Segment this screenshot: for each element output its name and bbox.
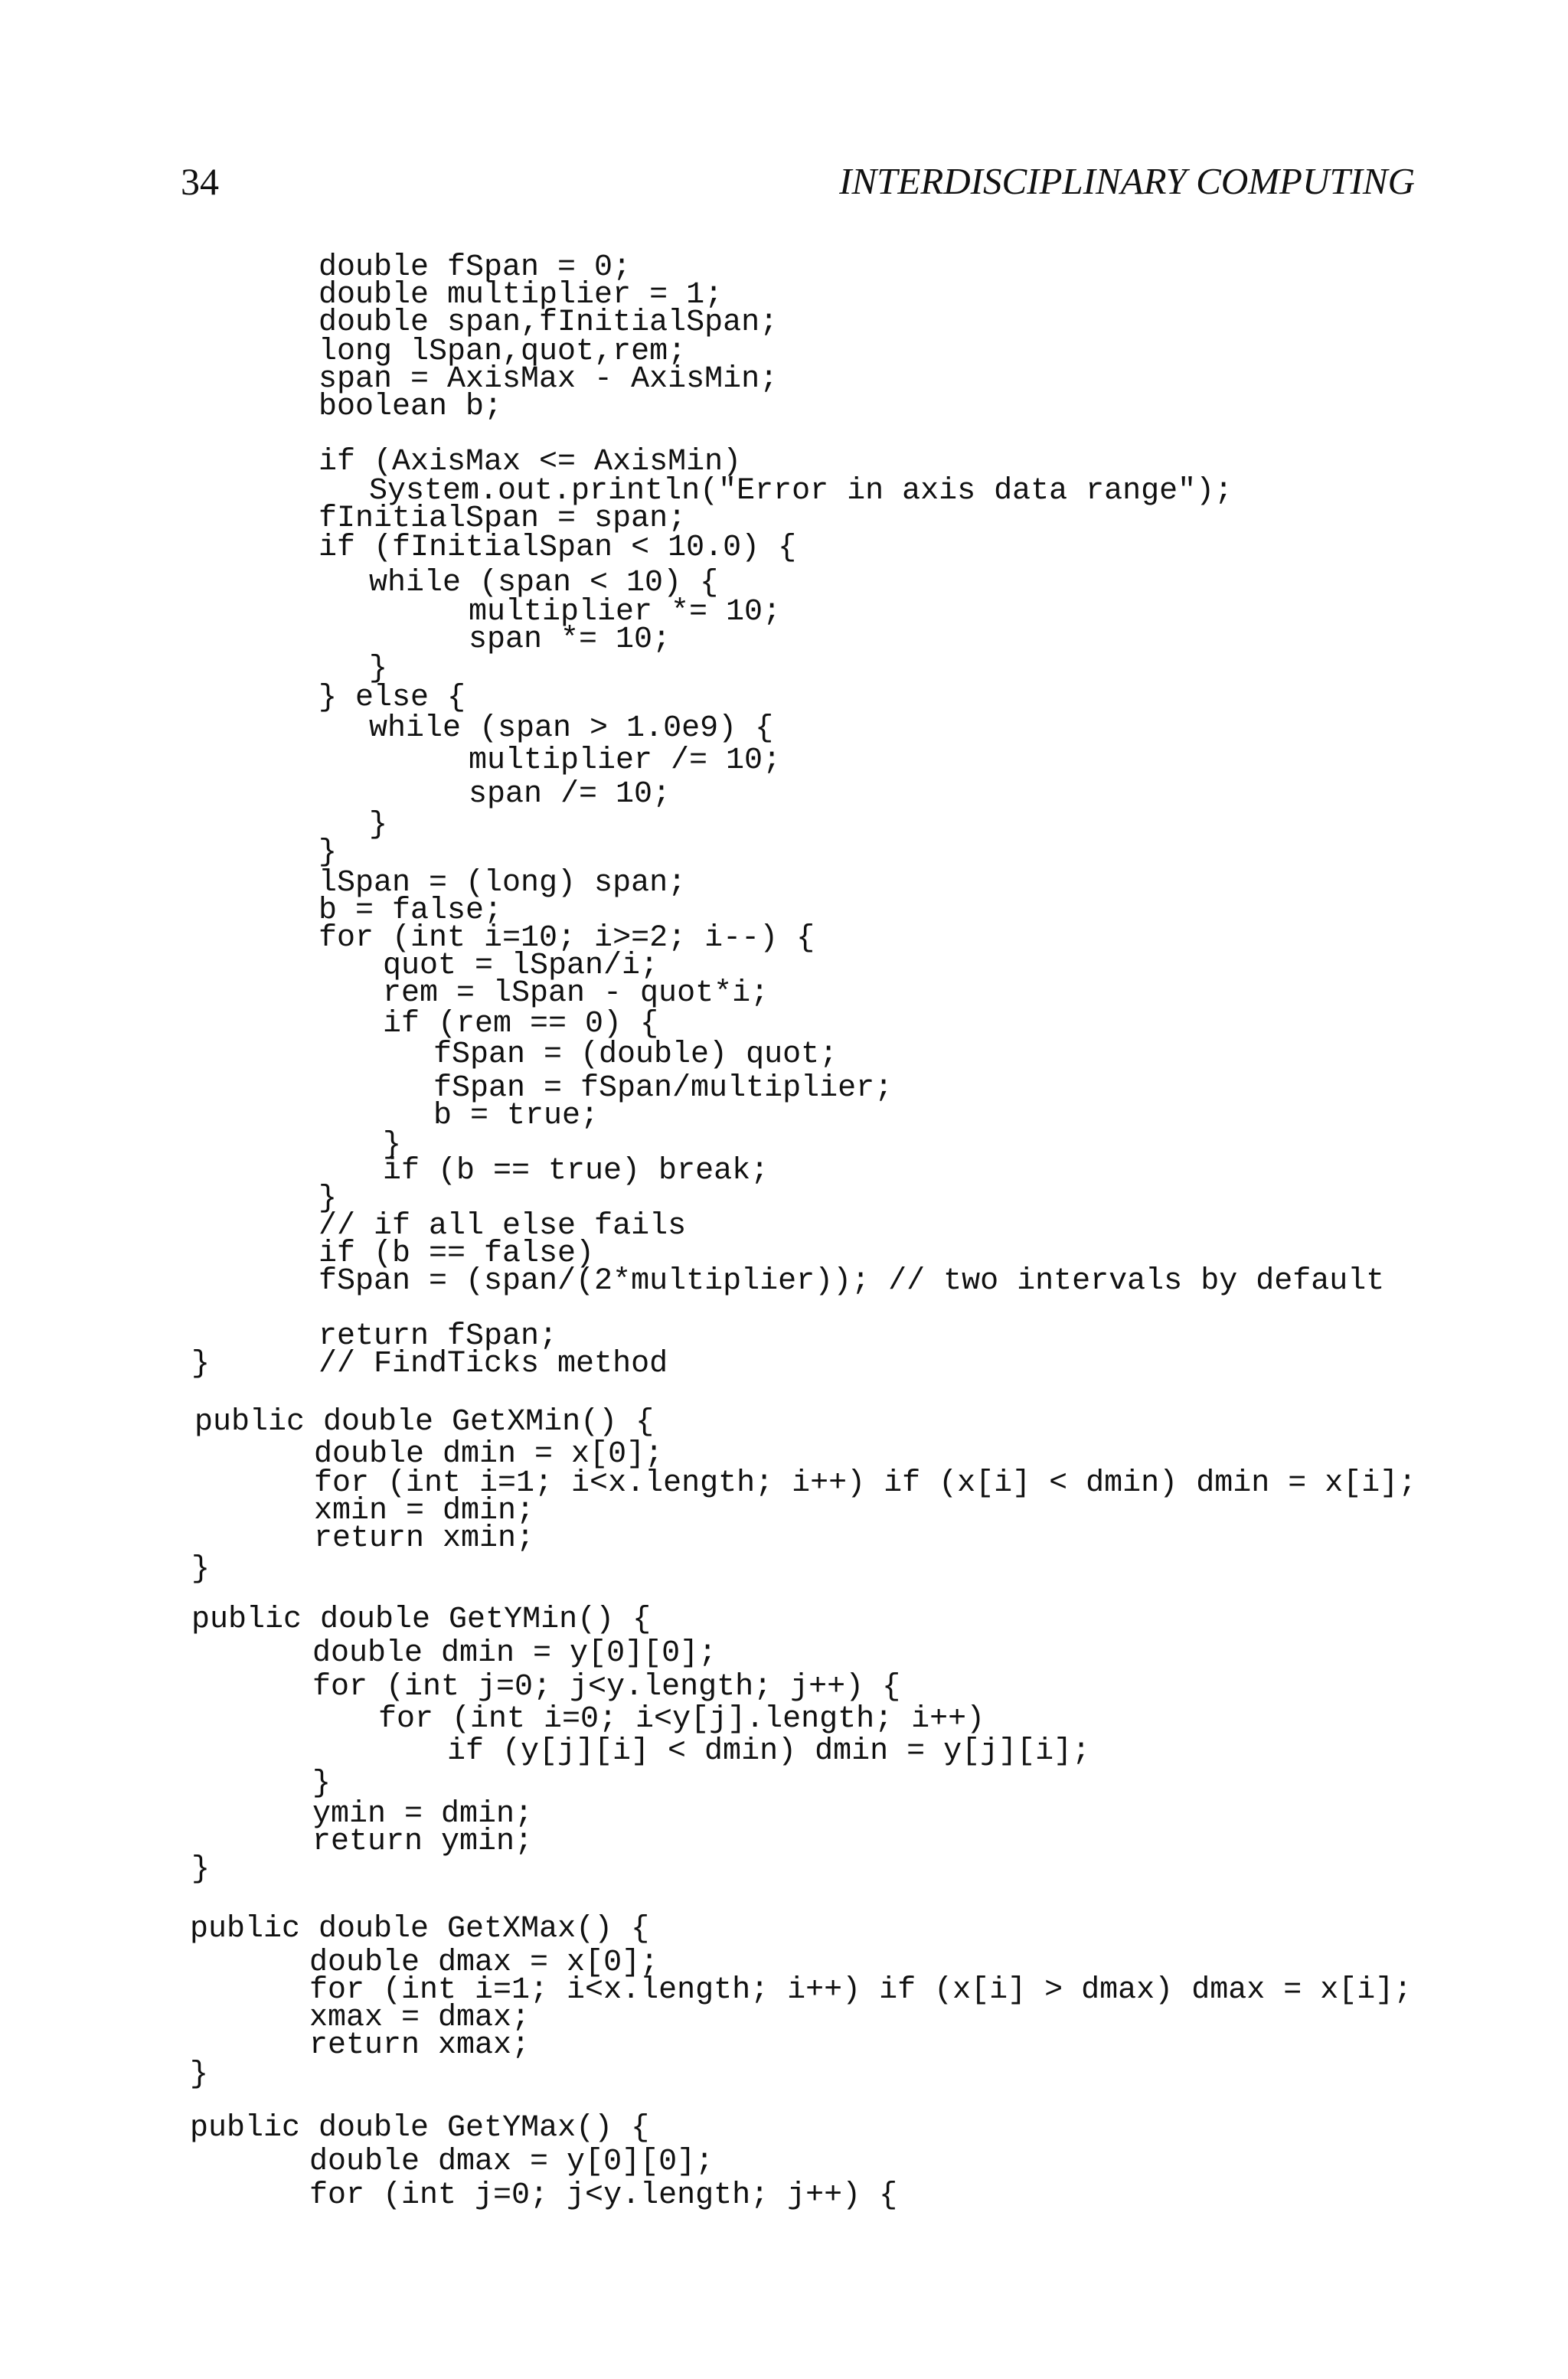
code-line: span *= 10; [469, 623, 671, 657]
code-line: double multiplier = 1; [318, 278, 724, 312]
running-title: INTERDISCIPLINARY COMPUTING [839, 160, 1415, 202]
code-line: long lSpan,quot,rem; [318, 335, 687, 369]
code-line: return ymin; [312, 1825, 534, 1859]
code-line: for (int i=0; i<y[j].length; i++) [378, 1702, 985, 1737]
code-line: double dmax = x[0]; [309, 1946, 659, 1980]
code-line: fSpan = (span/(2*multiplier)); // two intervals by default [318, 1264, 1385, 1299]
code-line: double dmin = y[0][0]; [312, 1636, 717, 1671]
code-line: lSpan = (long) span; [318, 866, 687, 900]
code-line: double dmax = y[0][0]; [309, 2145, 714, 2179]
code-line: } [318, 835, 338, 870]
code-line: double fSpan = 0; [318, 250, 632, 285]
code-line: double span,fInitialSpan; [318, 306, 779, 340]
code-line: return xmax; [309, 2028, 531, 2063]
code-line: } [369, 808, 388, 842]
page-number: 34 [181, 160, 219, 203]
code-line: for (int j=0; j<y.length; j++) { [312, 1670, 901, 1704]
code-line: if (y[j][i] < dmin) dmin = y[j][i]; [447, 1734, 1091, 1769]
code-line: ymin = dmin; [312, 1797, 534, 1832]
code-line: } [369, 652, 388, 686]
code-line: span = AxisMax - AxisMin; [318, 362, 779, 397]
code-line: public double GetYMin() { [191, 1603, 652, 1637]
code-line: fSpan = (double) quot; [433, 1038, 838, 1072]
code-line: for (int j=0; j<y.length; j++) { [309, 2178, 898, 2213]
code-line: } [191, 1852, 211, 1887]
code-line: if (AxisMax <= AxisMin) [318, 445, 742, 479]
code-line: } [383, 1128, 402, 1162]
code-line: xmax = dmax; [309, 2001, 531, 2035]
code-line: multiplier /= 10; [469, 743, 782, 778]
code-line: } [191, 1347, 211, 1381]
code-line: } else { [318, 681, 466, 715]
code-line: while (span < 10) { [369, 566, 719, 600]
code-line: fSpan = fSpan/multiplier; [433, 1071, 893, 1106]
code-line: } [191, 1552, 211, 1587]
code-line: public double GetXMin() { [194, 1405, 655, 1439]
code-line: return xmin; [314, 1521, 535, 1556]
code-line: multiplier *= 10; [469, 595, 782, 629]
code-line: } [312, 1766, 332, 1801]
code-line: while (span > 1.0e9) { [369, 711, 774, 746]
code-line: double dmin = x[0]; [314, 1437, 664, 1472]
code-line: xmin = dmin; [314, 1494, 535, 1528]
code-line: if (rem == 0) { [383, 1007, 659, 1041]
code-line: for (int i=10; i>=2; i--) { [318, 921, 815, 956]
code-line: } [318, 1181, 338, 1216]
code-line: public double GetXMax() { [190, 1912, 650, 1946]
code-line: if (b == true) break; [383, 1154, 769, 1188]
code-line: if (b == false) [318, 1237, 595, 1271]
code-line: // FindTicks method [318, 1347, 668, 1381]
code-line: fInitialSpan = span; [318, 502, 687, 536]
code-line: for (int i=1; i<x.length; i++) if (x[i] > dmax) dmax = x[i]; [309, 1973, 1413, 2008]
code-line: b = true; [433, 1099, 599, 1133]
code-line: if (fInitialSpan < 10.0) { [318, 531, 797, 565]
code-line: // if all else fails [318, 1209, 687, 1243]
code-line: quot = lSpan/i; [383, 949, 659, 983]
code-line: return fSpan; [318, 1319, 558, 1354]
code-line: span /= 10; [469, 777, 671, 812]
code-line: boolean b; [318, 390, 503, 424]
code-line: rem = lSpan - quot*i; [383, 976, 769, 1011]
code-line: b = false; [318, 894, 503, 928]
code-line: for (int i=1; i<x.length; i++) if (x[i] < dmin) dmin = x[i]; [314, 1466, 1417, 1501]
code-line: System.out.println("Error in axis data range"); [369, 474, 1233, 508]
code-line: } [190, 2057, 209, 2092]
code-line: public double GetYMax() { [190, 2111, 650, 2145]
